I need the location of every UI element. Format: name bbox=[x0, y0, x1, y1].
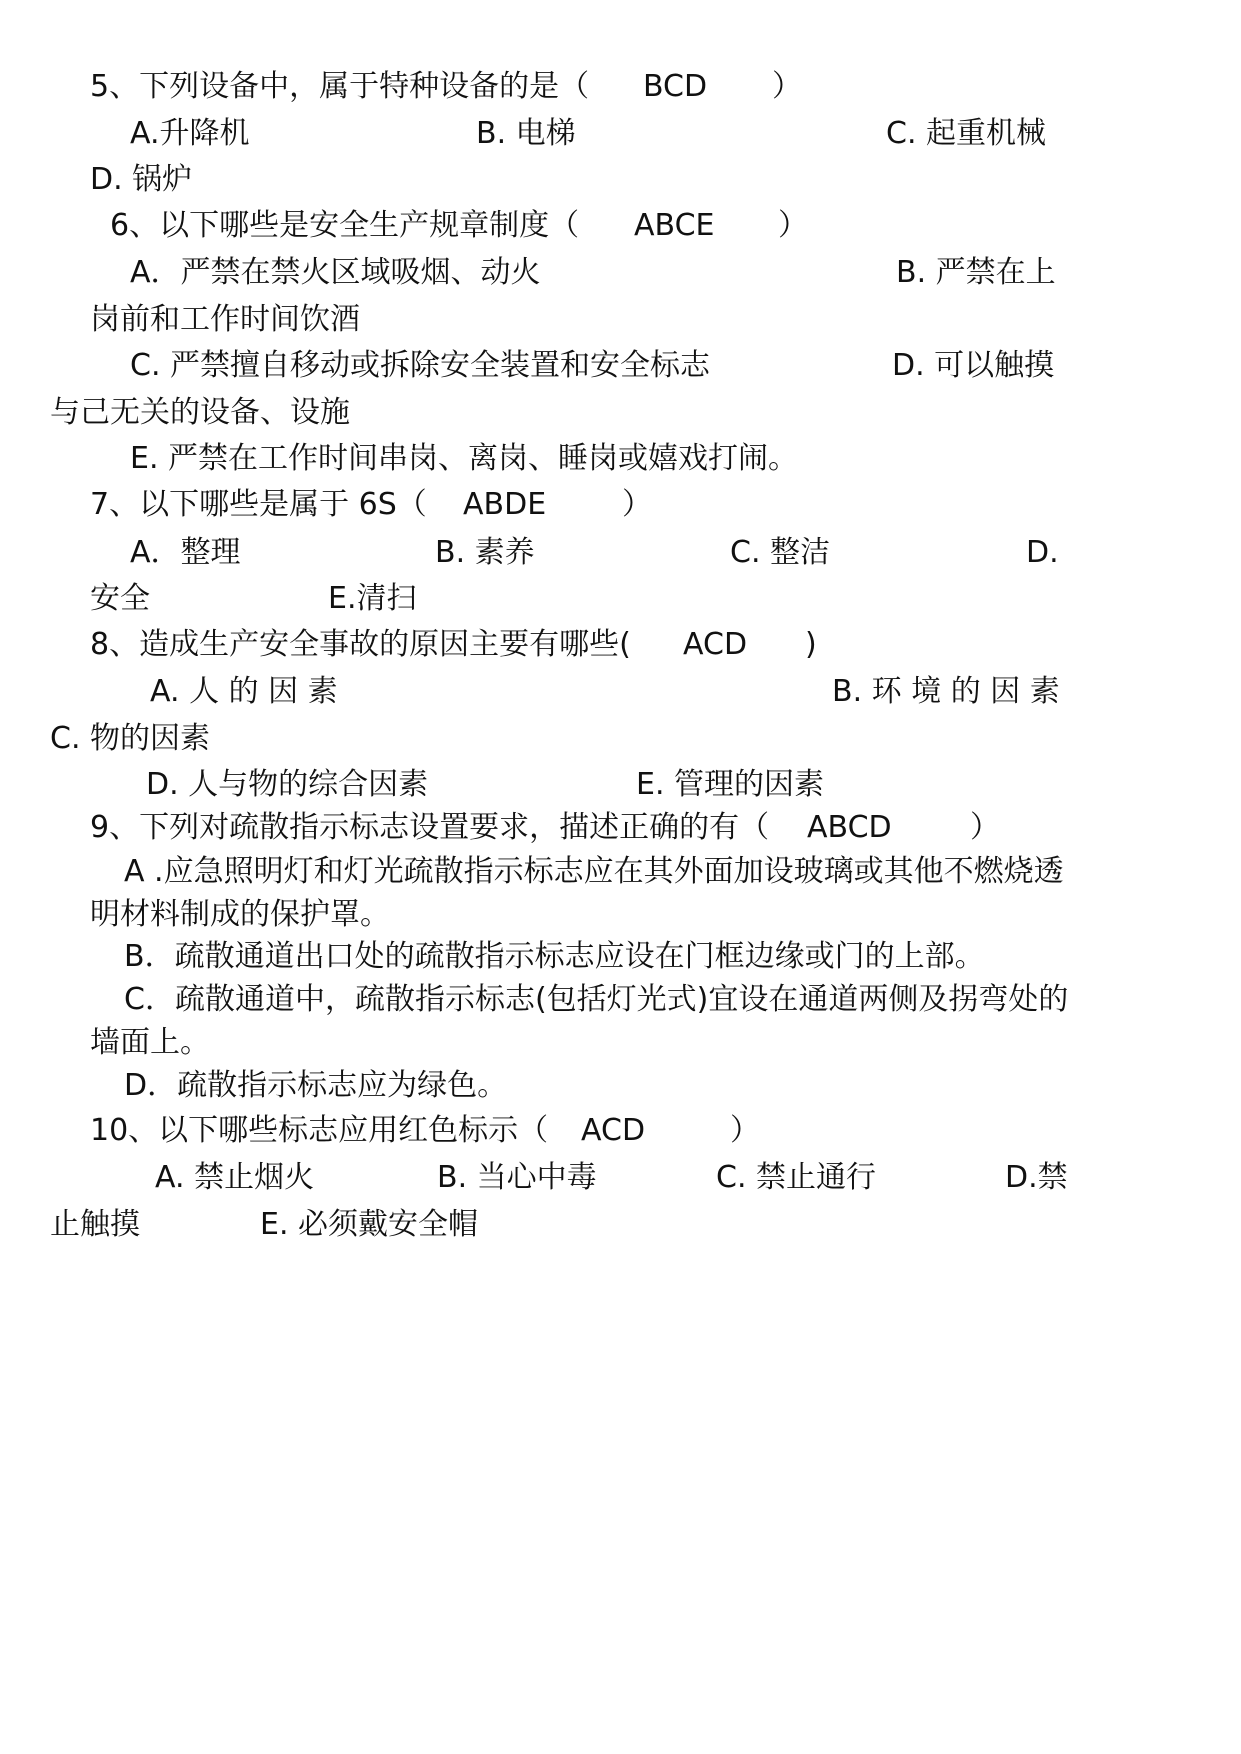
answer-key: ACD bbox=[683, 627, 748, 662]
option-b: B. 环 境 的 因 素 bbox=[832, 674, 1060, 709]
option-c: C. 起重机械 bbox=[886, 116, 1047, 151]
option-a: A. 禁止烟火 bbox=[155, 1160, 315, 1195]
option-b: B．疏散通道出口处的疏散指示标志应设在门框边缘或门的上部。 bbox=[124, 939, 985, 974]
option-e: E. 必须戴安全帽 bbox=[260, 1207, 479, 1242]
answer-key: ABDE bbox=[463, 487, 547, 522]
option-d-continued: 止触摸 bbox=[50, 1207, 140, 1242]
option-a-continued: 明材料制成的保护罩。 bbox=[90, 897, 390, 932]
option-e: E. 严禁在工作时间串岗、离岗、睡岗或嬉戏打闹。 bbox=[130, 441, 799, 476]
closing-paren: ） bbox=[778, 208, 808, 243]
answer-key: ABCD bbox=[807, 810, 892, 845]
question-stem: 8、造成生产安全事故的原因主要有哪些( bbox=[90, 627, 631, 662]
option-d: D. 锅炉 bbox=[90, 162, 193, 197]
option-d: D. 人与物的综合因素 bbox=[146, 767, 429, 802]
closing-paren: ) bbox=[805, 627, 817, 662]
option-d: D.禁 bbox=[1005, 1160, 1068, 1195]
option-b: B. 素养 bbox=[435, 535, 535, 570]
option-c: C. 物的因素 bbox=[50, 721, 211, 756]
option-b: B. 当心中毒 bbox=[437, 1160, 597, 1195]
option-c: C. 整洁 bbox=[730, 535, 831, 570]
question-stem: 7、以下哪些是属于 6S（ bbox=[90, 487, 427, 522]
option-b: B. 电梯 bbox=[476, 116, 576, 151]
option-c: C．疏散通道中，疏散指示标志(包括灯光式)宜设在通道两侧及拐弯处的 bbox=[124, 982, 1069, 1017]
option-e: E.清扫 bbox=[328, 581, 417, 616]
closing-paren: ） bbox=[622, 487, 652, 522]
option-c: C. 严禁擅自移动或拆除安全装置和安全标志 bbox=[130, 348, 711, 383]
answer-key: ABCE bbox=[634, 208, 715, 243]
question-stem: 9、下列对疏散指示标志设置要求，描述正确的有（ bbox=[90, 810, 770, 845]
option-d: D．疏散指示标志应为绿色。 bbox=[124, 1068, 508, 1103]
option-b: B. 严禁在上 bbox=[896, 255, 1056, 290]
option-e: E. 管理的因素 bbox=[636, 767, 825, 802]
option-d: D. bbox=[1026, 535, 1059, 570]
closing-paren: ） bbox=[970, 810, 1000, 845]
option-a: A．严禁在禁火区域吸烟、动火 bbox=[130, 255, 541, 290]
option-a: A.升降机 bbox=[130, 116, 250, 151]
question-stem: 5、下列设备中，属于特种设备的是（ bbox=[90, 69, 590, 104]
option-a: A. 人 的 因 素 bbox=[150, 674, 338, 709]
answer-key: ACD bbox=[581, 1113, 646, 1148]
closing-paren: ） bbox=[730, 1113, 760, 1148]
option-a: A．整理 bbox=[130, 535, 241, 570]
option-b-continued: 岗前和工作时间饮酒 bbox=[90, 302, 360, 337]
option-c: C. 禁止通行 bbox=[716, 1160, 877, 1195]
option-a: A .应急照明灯和灯光疏散指示标志应在其外面加设玻璃或其他不燃烧透 bbox=[124, 854, 1064, 889]
closing-paren: ） bbox=[772, 69, 802, 104]
question-stem: 10、以下哪些标志应用红色标示（ bbox=[90, 1113, 549, 1148]
answer-key: BCD bbox=[643, 69, 708, 104]
option-d-continued: 安全 bbox=[90, 581, 150, 616]
option-c-continued: 墙面上。 bbox=[90, 1025, 210, 1060]
option-d: D. 可以触摸 bbox=[892, 348, 1055, 383]
option-d-continued: 与己无关的设备、设施 bbox=[50, 395, 350, 430]
question-stem: 6、以下哪些是安全生产规章制度（ bbox=[110, 208, 580, 243]
